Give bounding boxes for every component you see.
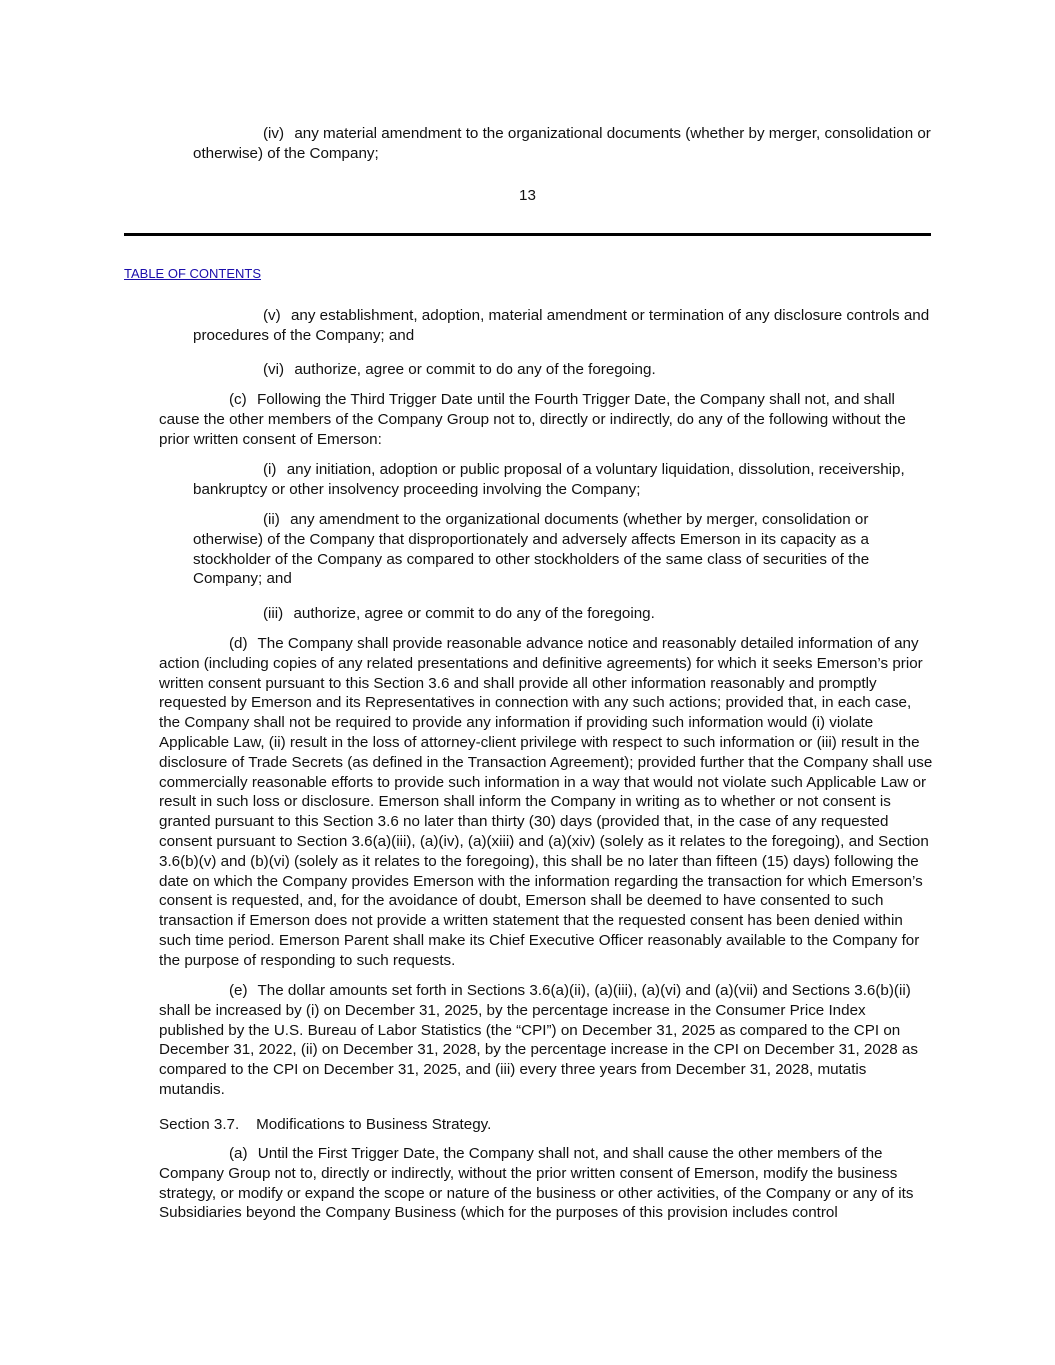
table-of-contents-link[interactable]: TABLE OF CONTENTS bbox=[124, 266, 261, 281]
clause-label: (ii) bbox=[263, 511, 280, 528]
clause-vi bbox=[193, 360, 933, 380]
clause-label: (iv) bbox=[263, 125, 285, 142]
clause-label: (i) bbox=[263, 461, 277, 478]
paragraph-label: (a) bbox=[229, 1145, 248, 1162]
clause-text: any material amendment to the organizational documents (whether by merger, consolidation or otherwise) of the Company; bbox=[193, 125, 931, 162]
clause-iv bbox=[193, 124, 933, 164]
section-number: Section 3.7. bbox=[159, 1116, 240, 1133]
clause-label: (v) bbox=[263, 307, 281, 324]
clause-text: authorize, agree or commit to do any of the foregoing. bbox=[293, 605, 655, 622]
page-number: 13 bbox=[519, 187, 536, 204]
clause-text: authorize, agree or commit to do any of the foregoing. bbox=[294, 361, 656, 378]
page-divider bbox=[124, 233, 931, 236]
paragraph-text: Following the Third Trigger Date until the Fourth Trigger Date, the Company shall not, and shall cause the other members of the Company Group not to, directly or indirectly, do any of the following without the prior written consent of Emerson: bbox=[159, 391, 906, 448]
clause-c-iii bbox=[193, 604, 933, 624]
clause-label: (vi) bbox=[263, 361, 285, 378]
paragraph-text: The Company shall provide reasonable advance notice and reasonably detailed information of any action (including copies of any related presentations and definitive agreements) for which it seeks Emerson’s prior written consent pursuant to this Section 3.6 and shall provide all other information reasonably and promptly requested by Emerson and its Representatives in connection with any such actions; provided that, in each case, the Company shall not be required to provide any information if providing such information would (i) violate Applicable Law, (ii) result in the loss of attorney-client privilege with respect to such information or (iii) result in the disclosure of Trade Secrets (as defined in the Transaction Agreement); provided further that the Company shall use commercially reasonable efforts to provide such information in a way that would not violate such Applicable Law or result in such loss or disclosure. Emerson shall inform the Company in writing as to whether or not consent is granted pursuant to this Section 3.6 no later than thirty (30) days (provided that, in the case of any requested consent pursuant to Section 3.6(a)(iii), (a)(iv), (a)(xiii) and (a)(xiv) (solely as it relates to the foregoing), and Section 3.6(b)(v) and (b)(vi) (solely as it relates to the foregoing), this shall be no later than fifteen (15) days) following the date on which the Company provides Emerson with the information regarding the transaction for which Emerson’s consent is requested, and, for the avoidance of doubt, Emerson shall be deemed to have consented to such transaction if Emerson does not provide a written statement that the requested consent has been denied within such time period. Emerson Parent shall make its Chief Executive Officer reasonably available to the Company for the purpose of responding to such requests. bbox=[159, 635, 933, 969]
paragraph-label: (d) bbox=[229, 635, 248, 652]
paragraph-c bbox=[159, 390, 933, 449]
paragraph-label: (e) bbox=[229, 982, 248, 999]
clause-text: any establishment, adoption, material amendment or termination of any disclosure controls and procedures of the Company; and bbox=[193, 307, 930, 344]
paragraph-3-7-a bbox=[159, 1144, 933, 1223]
clause-text: any amendment to the organizational documents (whether by merger, consolidation or otherwise) of the Company that disproportionately and adversely affects Emerson in its capacity as a stockholder of the Company as compared to other stockholders of the same class of securities of the Company; and bbox=[193, 511, 870, 588]
paragraph-text: Until the First Trigger Date, the Company shall not, and shall cause the other members of the Company Group not to, directly or indirectly, without the prior written consent of Emerson, modify the business strategy, or modify or expand the scope or nature of the business or other activities, of the Company or any of its Subsidiaries beyond the Company Business (which for the purposes of this provision includes control bbox=[159, 1145, 914, 1222]
paragraph-label: (c) bbox=[229, 391, 247, 408]
clause-label: (iii) bbox=[263, 605, 284, 622]
section-heading bbox=[159, 1115, 491, 1135]
clause-text: any initiation, adoption or public proposal of a voluntary liquidation, dissolution, receivership, bankruptcy or other insolvency proceeding involving the Company; bbox=[193, 461, 905, 498]
clause-c-ii bbox=[193, 510, 933, 589]
clause-c-i bbox=[193, 460, 933, 500]
paragraph-e bbox=[159, 981, 933, 1100]
section-title: Modifications to Business Strategy. bbox=[256, 1116, 492, 1133]
paragraph-text: The dollar amounts set forth in Sections 3.6(a)(ii), (a)(iii), (a)(vi) and (a)(vii) and Sections 3.6(b)(ii) shall be increased by (i) on December 31, 2025, by the percentage increase in the Consumer Price Index published by the U.S. Bureau of Labor Statistics (the “CPI”) on December 31, 2025 as compared to the CPI on December 31, 2022, (ii) on December 31, 2028, by the percentage increase in the CPI on December 31, 2028 as compared to the CPI on December 31, 2025, and (iii) every three years from December 31, 2028, mutatis mutandis. bbox=[159, 982, 918, 1098]
paragraph-d bbox=[159, 634, 933, 971]
clause-v bbox=[193, 306, 933, 346]
